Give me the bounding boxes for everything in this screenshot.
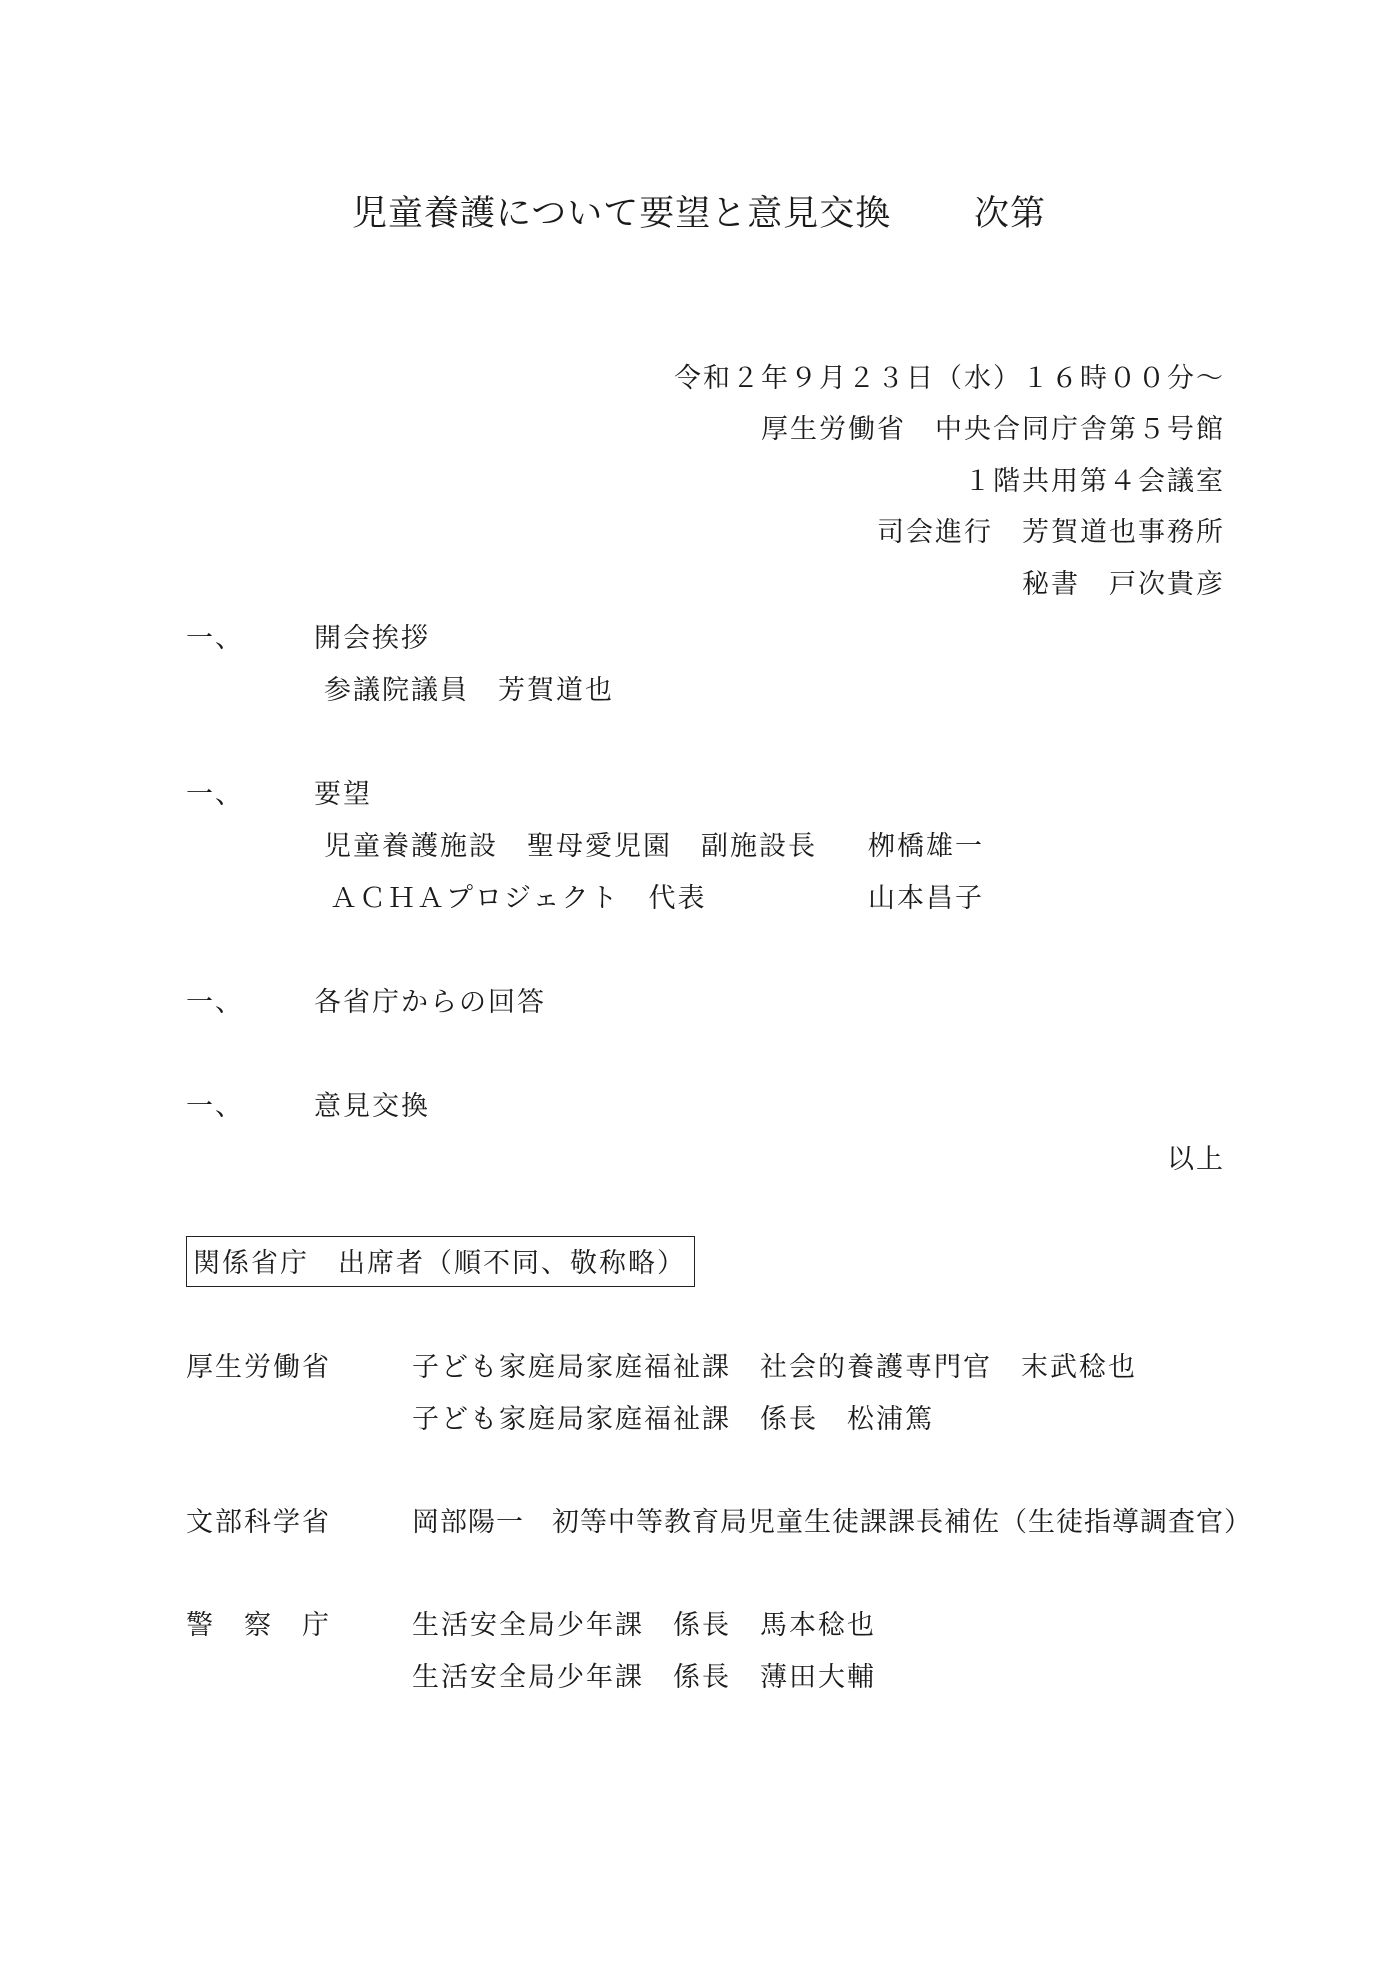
agenda-item-responses: 各省庁からの回答 xyxy=(314,987,546,1018)
agenda-item-requests: 要望 xyxy=(314,779,372,810)
attendee-row: 生活安全局少年課 係長 薄田大輔 xyxy=(412,1662,876,1693)
ministry-name: 文部科学省 xyxy=(186,1507,331,1538)
meeting-moderator: 司会進行 芳賀道也事務所 xyxy=(877,517,1225,548)
agenda-marker: 一、 xyxy=(186,779,244,810)
meeting-venue: 厚生労働省 中央合同庁舎第５号館 xyxy=(761,414,1225,445)
attendee-row: 岡部陽一 初等中等教育局児童生徒課課長補佐（生徒指導調査官） xyxy=(412,1507,1252,1538)
request-name: 栁橋雄一 xyxy=(868,831,984,862)
meeting-secretary: 秘書 戸次貴彦 xyxy=(1022,569,1225,600)
agenda-opening-speaker: 参議院議員 芳賀道也 xyxy=(324,675,614,706)
attendee-row: 子ども家庭局家庭福祉課 社会的養護専門官 末武稔也 xyxy=(412,1352,1137,1383)
agenda-item-opening: 開会挨拶 xyxy=(314,623,430,654)
attendees-header: 関係省庁 出席者（順不同、敬称略） xyxy=(186,1236,695,1287)
document-title: 児童養護について要望と意見交換 xyxy=(352,194,892,234)
ministry-name: 警 察 庁 xyxy=(186,1610,331,1641)
request-org: 児童養護施設 聖母愛児園 副施設長 xyxy=(324,831,817,862)
request-org: ＡＣＨＡプロジェクト 代表 xyxy=(330,883,707,914)
meeting-datetime: 令和２年９月２３日（水）１６時００分～ xyxy=(674,363,1225,394)
meeting-room: １階共用第４会議室 xyxy=(964,466,1225,497)
agenda-marker: 一、 xyxy=(186,987,244,1018)
agenda-marker: 一、 xyxy=(186,623,244,654)
agenda-item-discussion: 意見交換 xyxy=(314,1091,430,1122)
ministry-name: 厚生労働省 xyxy=(186,1352,331,1383)
closing-mark: 以上 xyxy=(1167,1144,1225,1175)
document-title-suffix: 次第 xyxy=(974,194,1047,234)
attendee-row: 子ども家庭局家庭福祉課 係長 松浦篤 xyxy=(412,1404,934,1435)
attendee-row: 生活安全局少年課 係長 馬本稔也 xyxy=(412,1610,876,1641)
request-name: 山本昌子 xyxy=(868,883,984,914)
agenda-marker: 一、 xyxy=(186,1091,244,1122)
